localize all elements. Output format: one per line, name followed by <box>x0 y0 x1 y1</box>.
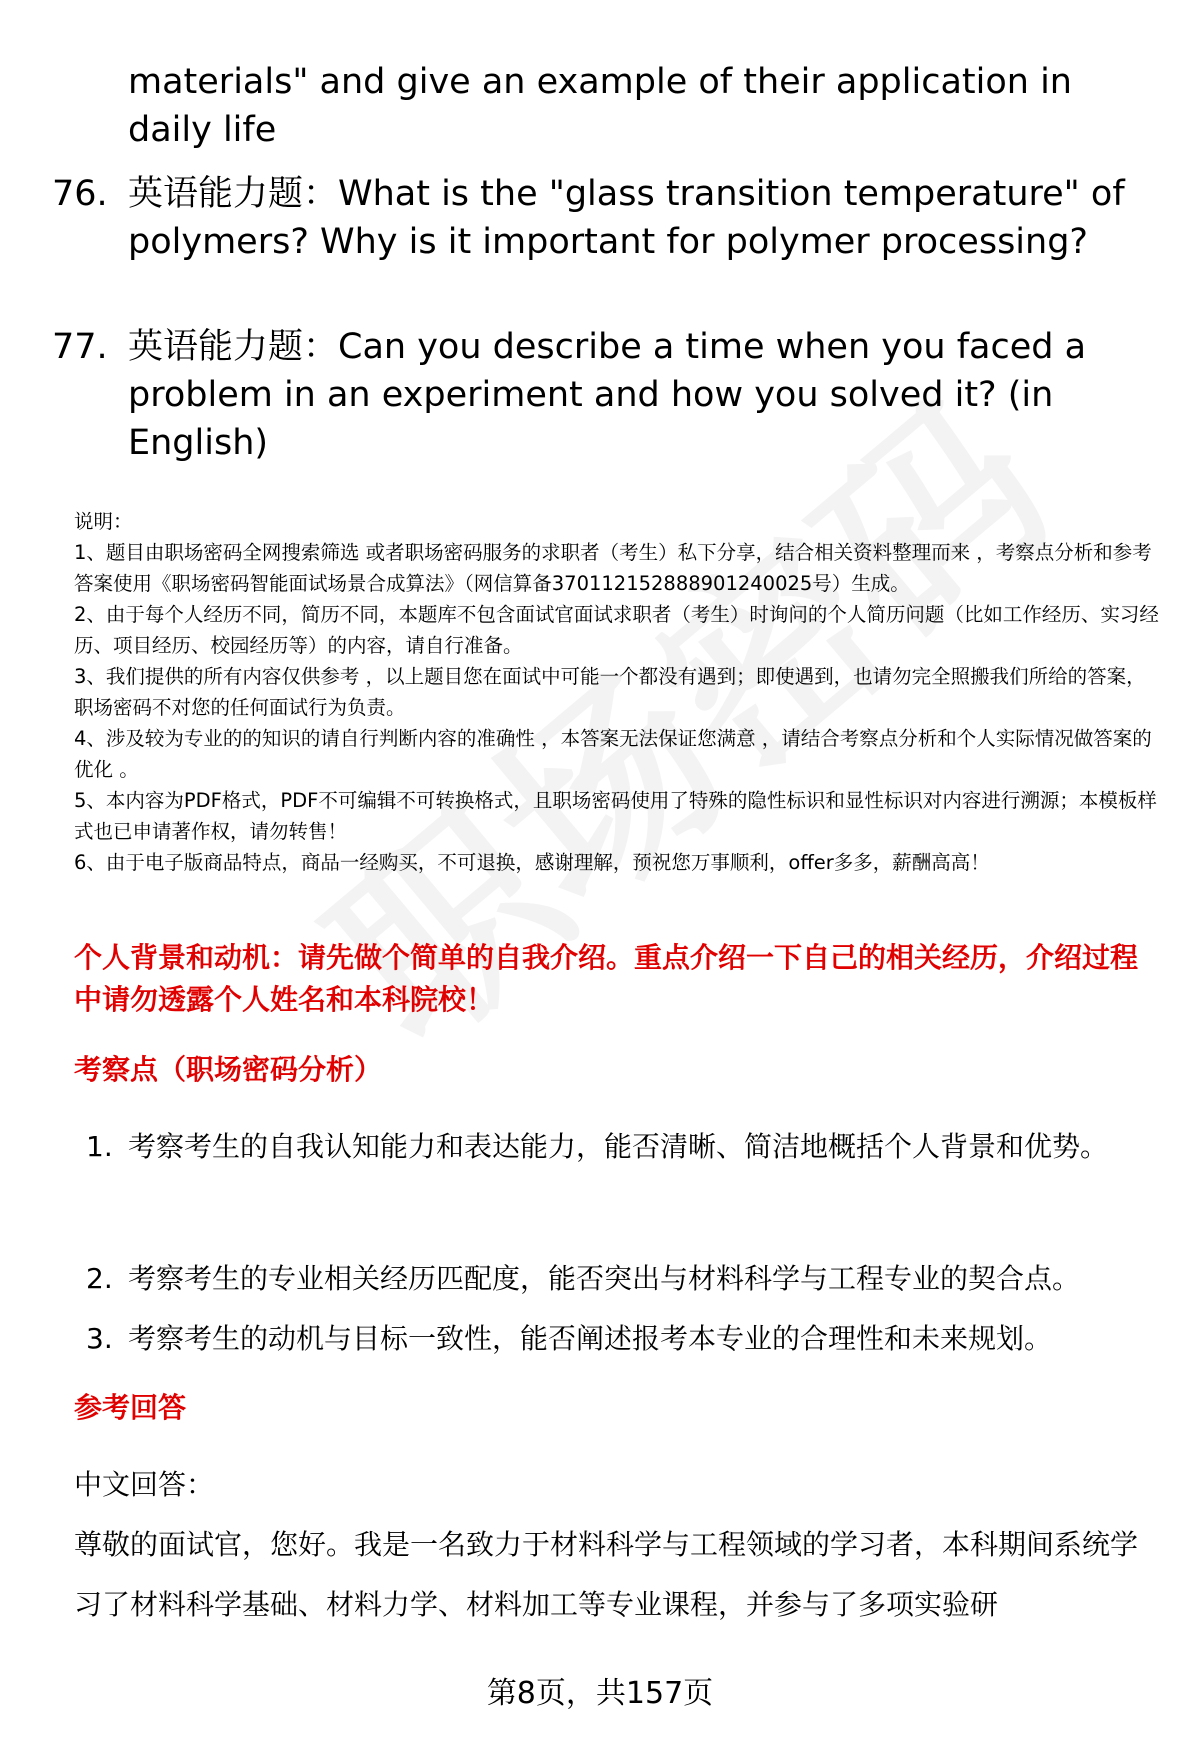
point-text: 考察考生的动机与目标一致性，能否阐述报考本专业的合理性和未来规划。 <box>128 1322 1053 1355</box>
reference-title: 参考回答 <box>74 1391 187 1424</box>
question-title: 个人背景和动机：请先做个简单的自我介绍。重点介绍一下自己的相关经历，介绍过程中请勿透露个人姓名和本科院校！ <box>74 941 1139 1016</box>
answer-text: 尊敬的面试官，您好。我是一名致力于材料科学与工程领域的学习者，本科期间系统学习了材料科学基础、材料力学、材料加工等专业课程，并参与了多项实验研 <box>74 1528 1139 1621</box>
question-75-continuation: materials" and give an example of their application in daily life <box>128 62 1072 150</box>
note-item-5: 5、本内容为PDF格式，PDF不可编辑不可转换格式，且职场密码使用了特殊的隐性标识和显性标识对内容进行溯源；本模板样式也已申请著作权，请勿转售！ <box>74 789 1157 843</box>
point-number: 1. <box>86 1130 113 1163</box>
page-footer: 第8页，共157页 <box>486 1676 714 1711</box>
note-item-1: 1、题目由职场密码全网搜索筛选 或者职场密码服务的求职者（考生）私下分享，结合相关资料整理而来 ，考察点分析和参考答案使用《职场密码智能面试场景合成算法》（网信算备370112152888901240025号）生成。 <box>74 541 1152 595</box>
point-number: 3. <box>86 1322 113 1355</box>
point-number: 2. <box>86 1262 113 1295</box>
note-item-3: 3、我们提供的所有内容仅供参考 ，以上题目您在面试中可能一个都没有遇到；即使遇到，也请勿完全照搬我们所给的答案，职场密码不对您的任何面试行为负责。 <box>74 665 1146 719</box>
note-item-6: 6、由于电子版商品特点，商品一经购买，不可退换，感谢理解，预祝您万事顺利，offer多多，薪酬高高！ <box>74 851 990 874</box>
reference-answer <box>74 1455 1154 1635</box>
answer-label: 中文回答： <box>74 1468 215 1501</box>
note-item-2: 2、由于每个人经历不同，简历不同，本题库不包含面试官面试求职者（考生）时询问的个人简历问题（比如工作经历、实习经历、项目经历、校园经历等）的内容，请自行准备。 <box>74 603 1159 657</box>
question-text: 英语能力题：Can you describe a time when you faced a problem in an experiment and how you solved it? (in English) <box>128 327 1087 463</box>
point-text: 考察考生的自我认知能力和表达能力，能否清晰、简洁地概括个人背景和优势。 <box>128 1130 1109 1163</box>
notes-heading: 说明： <box>74 510 133 533</box>
question-number: 76. <box>52 174 108 214</box>
note-item-4: 4、涉及较为专业的的知识的请自行判断内容的准确性 ，本答案无法保证您满意 ，请结合考察点分析和个人实际情况做答案的优化 。 <box>74 727 1152 781</box>
assessment-title: 考察点（职场密码分析） <box>74 1053 383 1086</box>
question-text: 英语能力题：What is the "glass transition temperature" of polymers? Why is it important for polymer processing? <box>128 174 1125 262</box>
notes-section <box>74 506 1164 878</box>
question-number: 77. <box>52 327 108 367</box>
point-text: 考察考生的专业相关经历匹配度，能否突出与材料科学与工程专业的契合点。 <box>128 1262 1081 1295</box>
